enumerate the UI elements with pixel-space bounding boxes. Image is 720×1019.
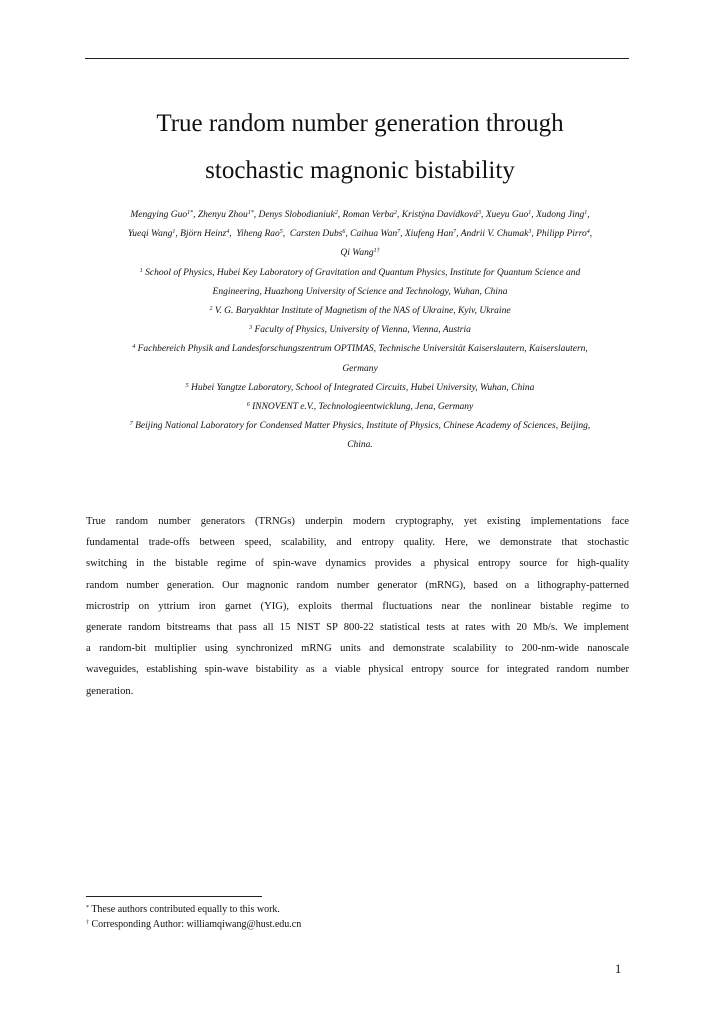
author-affiliation-marker: 1 [172,229,176,236]
affiliation-line [80,302,640,321]
affiliation-text: Fachbereich Physik and Landesforschungszentrum OPTIMAS, Technische Universität Kaiserslautern, Kaiserslautern, [137,344,588,355]
affiliation-line [80,264,640,283]
header-rule [85,58,629,59]
author-name: Kristýna Davídková [401,210,478,220]
author-name: Caihua Wan [350,229,398,240]
author-name: Yiheng Rao [236,229,280,240]
author-line-3 [80,244,640,263]
author-affiliation-marker: 7 [397,229,401,236]
author-affiliation-marker: 5 [279,229,283,236]
affiliation-marker: 6 [246,402,250,409]
author-affiliation-marker: 1* [247,210,254,216]
affiliation-marker: 3 [249,325,253,332]
footnote [86,902,301,917]
author-name: Denys Slobodianiuk [258,210,335,220]
abstract-line: generate random bitstreams that pass all 15 NIST SP 800-22 statistical tests at rates with 20 Mb/s. We implement [86,622,629,634]
footnotes [86,902,301,932]
footnote-rule [86,896,262,897]
author-affiliation-marker: 1* [187,210,194,216]
affiliation-line [80,340,640,359]
affiliation-line [80,379,640,398]
abstract-line: microstrip on yttrium iron garnet (YIG), exploits thermal fluctuations near the nonlinear bistable regime to [86,600,629,612]
footnote-text: Corresponding Author: williamqiwang@hust.edu.cn [91,919,302,930]
affiliation-text: Engineering, Huazhong University of Science and Technology, Wuhan, China [212,286,508,297]
author-name: Philipp Pirro [536,229,587,240]
abstract-line: fundamental trade-offs between speed, scalability, and entropy quality. Here, we demonstrate that stochastic [86,537,629,549]
author-affiliation-marker: 4 [586,229,590,236]
affiliation-line [80,398,640,417]
paper-title [0,100,720,194]
affiliation-text: Beijing National Laboratory for Condensed Matter Physics, Institute of Physics, Chinese Academy of Sciences, Beijing, [135,421,591,432]
affiliation-text: Germany [342,363,378,374]
abstract-line: waveguides, establishing spin-wave bistability as a viable physical entropy source for integrated random number [86,664,629,676]
abstract-line: generation. [86,685,134,697]
author-name: Zhenyu Zhou [197,210,248,220]
author-affiliation-marker: 3 [528,229,532,236]
author-affiliation-marker: 7 [453,229,457,236]
author-name: Xudong Jing [535,210,585,220]
affiliation-marker: 5 [185,382,189,389]
abstract-line: a random-bit multiplier using synchronized mRNG units and demonstrate scalability to 200-nm-wide nanoscale [86,643,629,655]
author-affiliation-marker: 2 [393,210,397,216]
affiliation-line [80,436,640,455]
footnote-text: These authors contributed equally to this work. [91,904,280,915]
author-name: Mengying Guo [130,210,188,220]
author-name: Xueyu Guo [485,210,529,220]
affiliation-marker: 4 [132,344,136,351]
affiliation-text: V. G. Baryakhtar Institute of Magnetism of the NAS of Ukraine, Kyiv, Ukraine [214,306,511,317]
affiliation-marker: 1 [139,267,143,274]
footnote-marker: * [86,905,89,911]
footnote-marker: † [86,920,89,926]
author-name: Andrii V. Chumak [460,229,529,240]
author-line-1: Mengying Guo$^{1*}$, Zhenyu Zhou$^{1*}$, Denys Slobodianiuk$^2$, Roman Verba$^2$, Kristýna Davídková$^3$, Xueyu Guo$^1$, Xudong Jing$^1$, [130,210,590,220]
abstract [86,511,629,702]
affiliation-list [80,264,640,456]
affiliation-line [80,283,640,302]
author-affiliation-marker: 6 [342,229,346,236]
title-line-2: stochastic magnonic bistability [205,157,515,184]
author-name: Roman Verba [342,210,394,220]
affiliation-text: Hubei Yangtze Laboratory, School of Integrated Circuits, Hubei University, Wuhan, China [190,382,535,393]
affiliation-line [80,417,640,436]
author-affiliation-marker: 1† [373,248,380,255]
author-name: Carsten Dubs [289,229,343,240]
abstract-line: random number generation. Our magnonic random number generator (mRNG), based on a lithography-patterned [86,579,629,591]
footnote [86,917,301,932]
author-name: Björn Heinz [180,229,227,240]
affiliation-marker: 2 [209,306,213,313]
affiliation-line [80,321,640,340]
author-name: Qi Wang [340,248,374,259]
abstract-line: switching in the bistable regime of spin-wave dynamics provides a physical entropy source for high-quality [86,558,629,570]
affiliation-text: Faculty of Physics, University of Vienna, Vienna, Austria [254,325,471,336]
page-number: 1 [615,962,622,976]
title-line-1: True random number generation through [156,110,564,137]
affiliation-line [80,360,640,379]
affiliation-text: School of Physics, Hubei Key Laboratory of Gravitation and Quantum Physics, Institute for Quantum Science and [145,267,581,278]
author-name: Yueqi Wang [127,229,173,240]
author-affiliation-marker: 2 [334,210,338,216]
author-line-2: Yueqi Wang$^1$, Björn Heinz$^4$, Yiheng Rao$^5$, Carsten Dubs$^6$, Caihua Wan$^7$, Xiufeng Han$^7$, Andrii V. Chumak$^3$, Philipp Pirro$^4$, [127,229,593,240]
author-name: Xiufeng Han [404,229,454,240]
abstract-line: True random number generators (TRNGs) underpin modern cryptography, yet existing implementations face [86,516,629,527]
affiliation-text: China. [347,440,373,451]
author-affiliation-marker: 1 [584,210,588,216]
author-affiliation-marker: 4 [226,229,230,236]
author-affiliation-marker: 3 [477,210,481,216]
affiliation-text: INNOVENT e.V., Technologieentwicklung, Jena, Germany [252,402,474,413]
author-affiliation-marker: 1 [528,210,532,216]
author-affiliation-block [80,206,640,456]
affiliation-marker: 7 [129,421,133,428]
